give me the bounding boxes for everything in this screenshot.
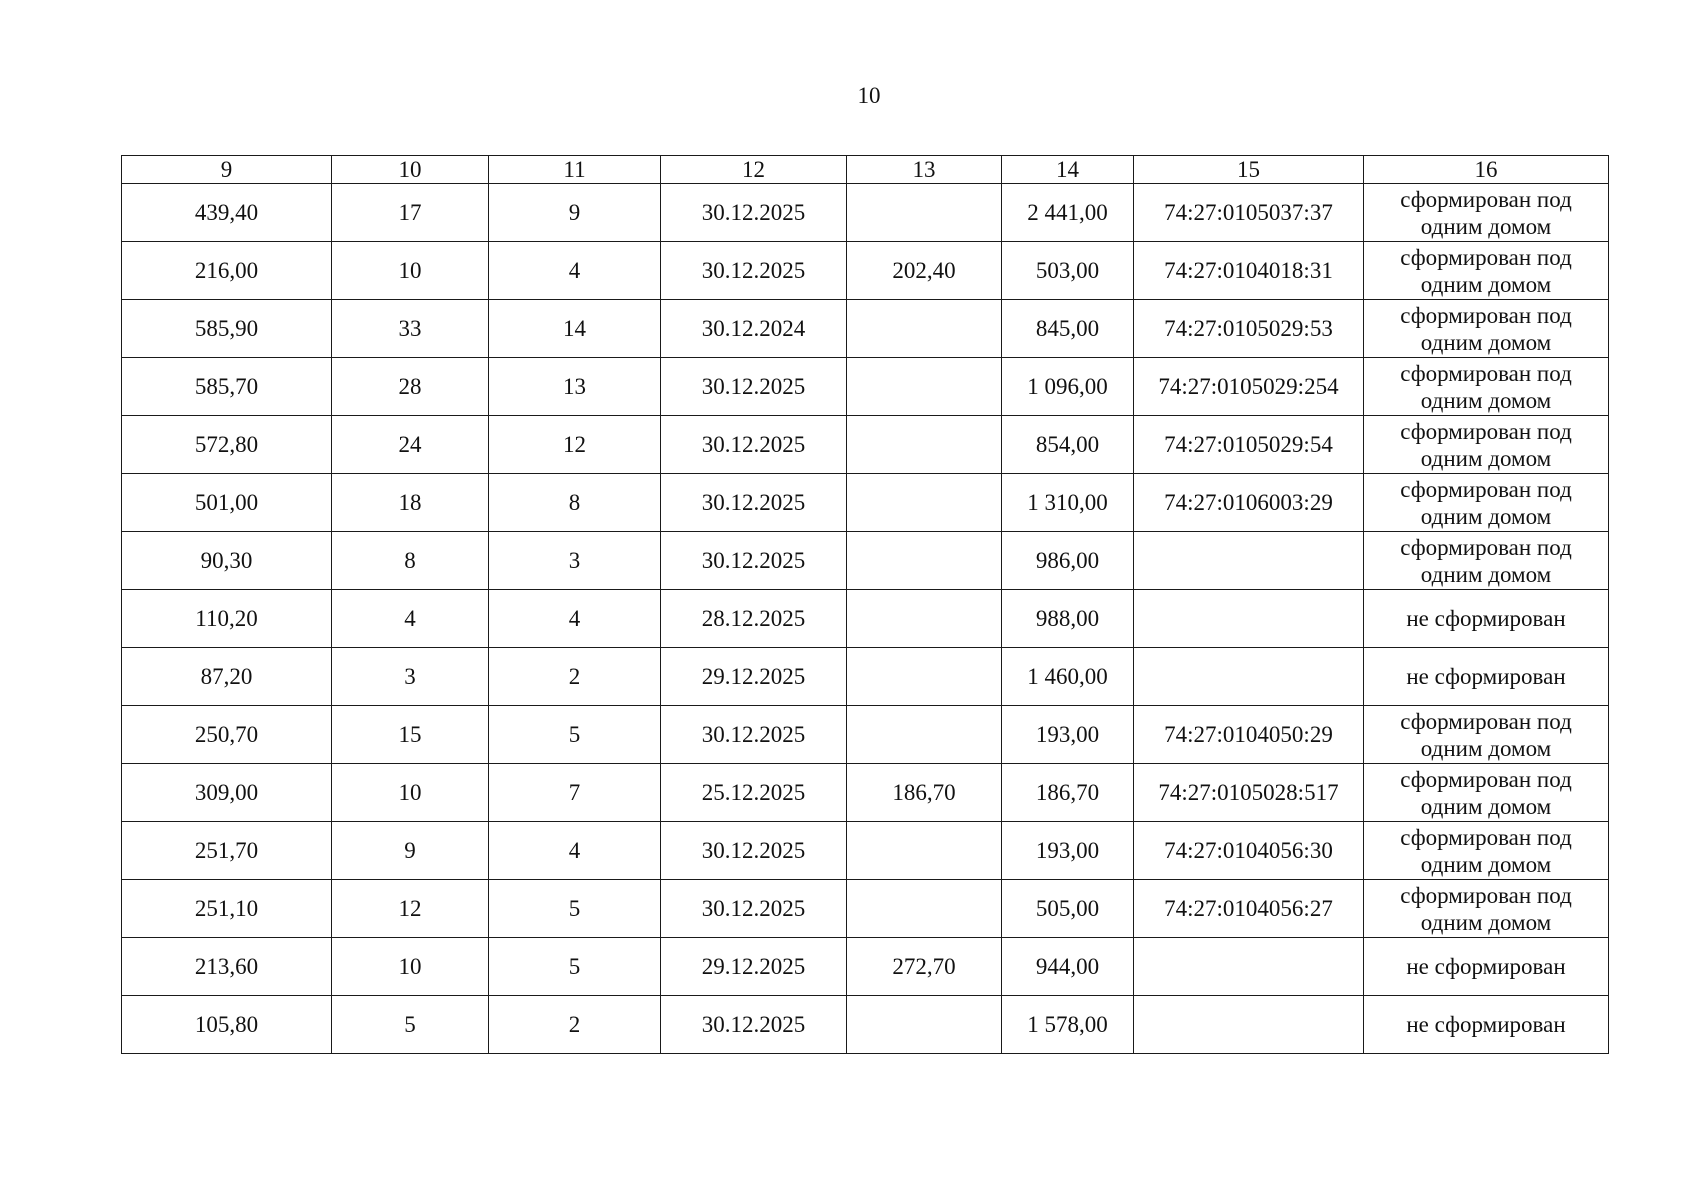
table-cell-col-11: 4 [489,590,661,648]
table-cell-col-15: 74:27:0106003:29 [1134,474,1364,532]
table-cell-col-16: сформирован под одним домом [1364,764,1609,822]
table-cell-col-9: 251,10 [122,880,332,938]
table-cell-col-10: 3 [332,648,489,706]
table-cell-col-13 [847,590,1002,648]
table-cell-col-10: 12 [332,880,489,938]
table-cell-col-16: не сформирован [1364,996,1609,1054]
table-cell-col-15: 74:27:0104050:29 [1134,706,1364,764]
table-cell-col-13 [847,996,1002,1054]
table-cell-col-13: 202,40 [847,242,1002,300]
table-cell-col-11: 8 [489,474,661,532]
table-cell-col-13 [847,358,1002,416]
table-cell-col-10: 5 [332,996,489,1054]
table-cell-col-12: 29.12.2025 [661,938,847,996]
table-cell-col-10: 4 [332,590,489,648]
table-cell-col-11: 4 [489,822,661,880]
table-cell-col-16: сформирован под одним домом [1364,416,1609,474]
table-cell-col-10: 8 [332,532,489,590]
table-cell-col-10: 10 [332,764,489,822]
table-cell-col-14: 193,00 [1002,822,1134,880]
table-cell-col-12: 25.12.2025 [661,764,847,822]
table-cell-col-16: не сформирован [1364,590,1609,648]
table-cell-col-11: 13 [489,358,661,416]
table-cell-col-10: 10 [332,938,489,996]
table-cell-col-9: 105,80 [122,996,332,1054]
table-cell-col-15: 74:27:0104056:30 [1134,822,1364,880]
table-row [122,764,1609,822]
table-cell-col-11: 2 [489,648,661,706]
table-cell-col-14: 854,00 [1002,416,1134,474]
column-header: 14 [1002,156,1134,184]
table-cell-col-12: 30.12.2025 [661,822,847,880]
table-row [122,300,1609,358]
table-cell-col-14: 1 578,00 [1002,996,1134,1054]
table-cell-col-16: не сформирован [1364,938,1609,996]
table-cell-col-10: 10 [332,242,489,300]
table-cell-col-13 [847,300,1002,358]
table-cell-col-10: 18 [332,474,489,532]
table-cell-col-15 [1134,532,1364,590]
table-body [122,184,1609,1054]
table-cell-col-14: 845,00 [1002,300,1134,358]
table-cell-col-15 [1134,590,1364,648]
table-cell-col-9: 213,60 [122,938,332,996]
table-cell-col-13: 272,70 [847,938,1002,996]
table-cell-col-9: 309,00 [122,764,332,822]
table-cell-col-10: 24 [332,416,489,474]
table-cell-col-15: 74:27:0105029:254 [1134,358,1364,416]
table-cell-col-12: 30.12.2025 [661,706,847,764]
table-cell-col-11: 4 [489,242,661,300]
table-cell-col-15: 74:27:0104056:27 [1134,880,1364,938]
table-cell-col-10: 15 [332,706,489,764]
table-cell-col-14: 1 460,00 [1002,648,1134,706]
table-cell-col-15 [1134,938,1364,996]
table-cell-col-14: 2 441,00 [1002,184,1134,242]
column-header: 9 [122,156,332,184]
table-cell-col-12: 28.12.2025 [661,590,847,648]
table-cell-col-14: 505,00 [1002,880,1134,938]
header-row [122,156,1609,184]
column-header: 12 [661,156,847,184]
table-cell-col-12: 30.12.2025 [661,996,847,1054]
table-row [122,184,1609,242]
table-cell-col-14: 186,70 [1002,764,1134,822]
table-cell-col-11: 5 [489,880,661,938]
table-cell-col-14: 944,00 [1002,938,1134,996]
table-cell-col-16: не сформирован [1364,648,1609,706]
table-cell-col-13 [847,416,1002,474]
table-cell-col-12: 29.12.2025 [661,648,847,706]
table-cell-col-12: 30.12.2025 [661,416,847,474]
table-row [122,358,1609,416]
column-header: 15 [1134,156,1364,184]
table-cell-col-10: 33 [332,300,489,358]
table-cell-col-9: 572,80 [122,416,332,474]
table-cell-col-9: 110,20 [122,590,332,648]
table-cell-col-16: сформирован под одним домом [1364,474,1609,532]
table-row [122,242,1609,300]
table-cell-col-11: 5 [489,938,661,996]
table-cell-col-12: 30.12.2024 [661,300,847,358]
table-cell-col-10: 9 [332,822,489,880]
table-row [122,474,1609,532]
table-cell-col-14: 988,00 [1002,590,1134,648]
table-cell-col-16: сформирован под одним домом [1364,706,1609,764]
table-cell-col-16: сформирован под одним домом [1364,822,1609,880]
table-cell-col-11: 3 [489,532,661,590]
table-cell-col-14: 193,00 [1002,706,1134,764]
table-cell-col-12: 30.12.2025 [661,532,847,590]
table-cell-col-12: 30.12.2025 [661,358,847,416]
table-cell-col-14: 1 310,00 [1002,474,1134,532]
table-cell-col-11: 12 [489,416,661,474]
table-cell-col-15 [1134,996,1364,1054]
table-cell-col-12: 30.12.2025 [661,880,847,938]
table-cell-col-16: сформирован под одним домом [1364,300,1609,358]
table-cell-col-9: 439,40 [122,184,332,242]
table-row [122,648,1609,706]
table-cell-col-15 [1134,648,1364,706]
table-cell-col-12: 30.12.2025 [661,474,847,532]
table-cell-col-15: 74:27:0104018:31 [1134,242,1364,300]
table-cell-col-10: 28 [332,358,489,416]
table-cell-col-13 [847,532,1002,590]
table-cell-col-9: 585,90 [122,300,332,358]
table-cell-col-15: 74:27:0105029:53 [1134,300,1364,358]
table-cell-col-16: сформирован под одним домом [1364,532,1609,590]
table-cell-col-16: сформирован под одним домом [1364,242,1609,300]
table-cell-col-14: 1 096,00 [1002,358,1134,416]
table-cell-col-11: 5 [489,706,661,764]
table-cell-col-15: 74:27:0105037:37 [1134,184,1364,242]
column-header: 11 [489,156,661,184]
table-row [122,416,1609,474]
table-cell-col-12: 30.12.2025 [661,242,847,300]
table-cell-col-13 [847,648,1002,706]
table-cell-col-11: 9 [489,184,661,242]
table-cell-col-14: 503,00 [1002,242,1134,300]
table-cell-col-16: сформирован под одним домом [1364,184,1609,242]
table-row [122,532,1609,590]
table-cell-col-13 [847,184,1002,242]
table-cell-col-15: 74:27:0105029:54 [1134,416,1364,474]
table-cell-col-9: 90,30 [122,532,332,590]
table-cell-col-9: 87,20 [122,648,332,706]
table-cell-col-11: 14 [489,300,661,358]
page-number: 10 [857,83,881,108]
table-cell-col-11: 7 [489,764,661,822]
table-cell-col-13 [847,706,1002,764]
table-cell-col-13 [847,474,1002,532]
table-row [122,996,1609,1054]
table-cell-col-9: 585,70 [122,358,332,416]
table-row [122,706,1609,764]
table-row [122,880,1609,938]
table-cell-col-10: 17 [332,184,489,242]
table-cell-col-16: сформирован под одним домом [1364,880,1609,938]
table-row [122,822,1609,880]
table-cell-col-9: 216,00 [122,242,332,300]
table-cell-col-9: 501,00 [122,474,332,532]
table-cell-col-13: 186,70 [847,764,1002,822]
column-header: 10 [332,156,489,184]
column-header: 13 [847,156,1002,184]
table-cell-col-15: 74:27:0105028:517 [1134,764,1364,822]
table-cell-col-14: 986,00 [1002,532,1134,590]
table-cell-col-13 [847,822,1002,880]
table-row [122,938,1609,996]
table-cell-col-12: 30.12.2025 [661,184,847,242]
table-row [122,590,1609,648]
table-cell-col-11: 2 [489,996,661,1054]
column-header: 16 [1364,156,1609,184]
table-cell-col-13 [847,880,1002,938]
table-cell-col-9: 250,70 [122,706,332,764]
table-cell-col-9: 251,70 [122,822,332,880]
data-table [121,155,1609,1054]
table-cell-col-16: сформирован под одним домом [1364,358,1609,416]
